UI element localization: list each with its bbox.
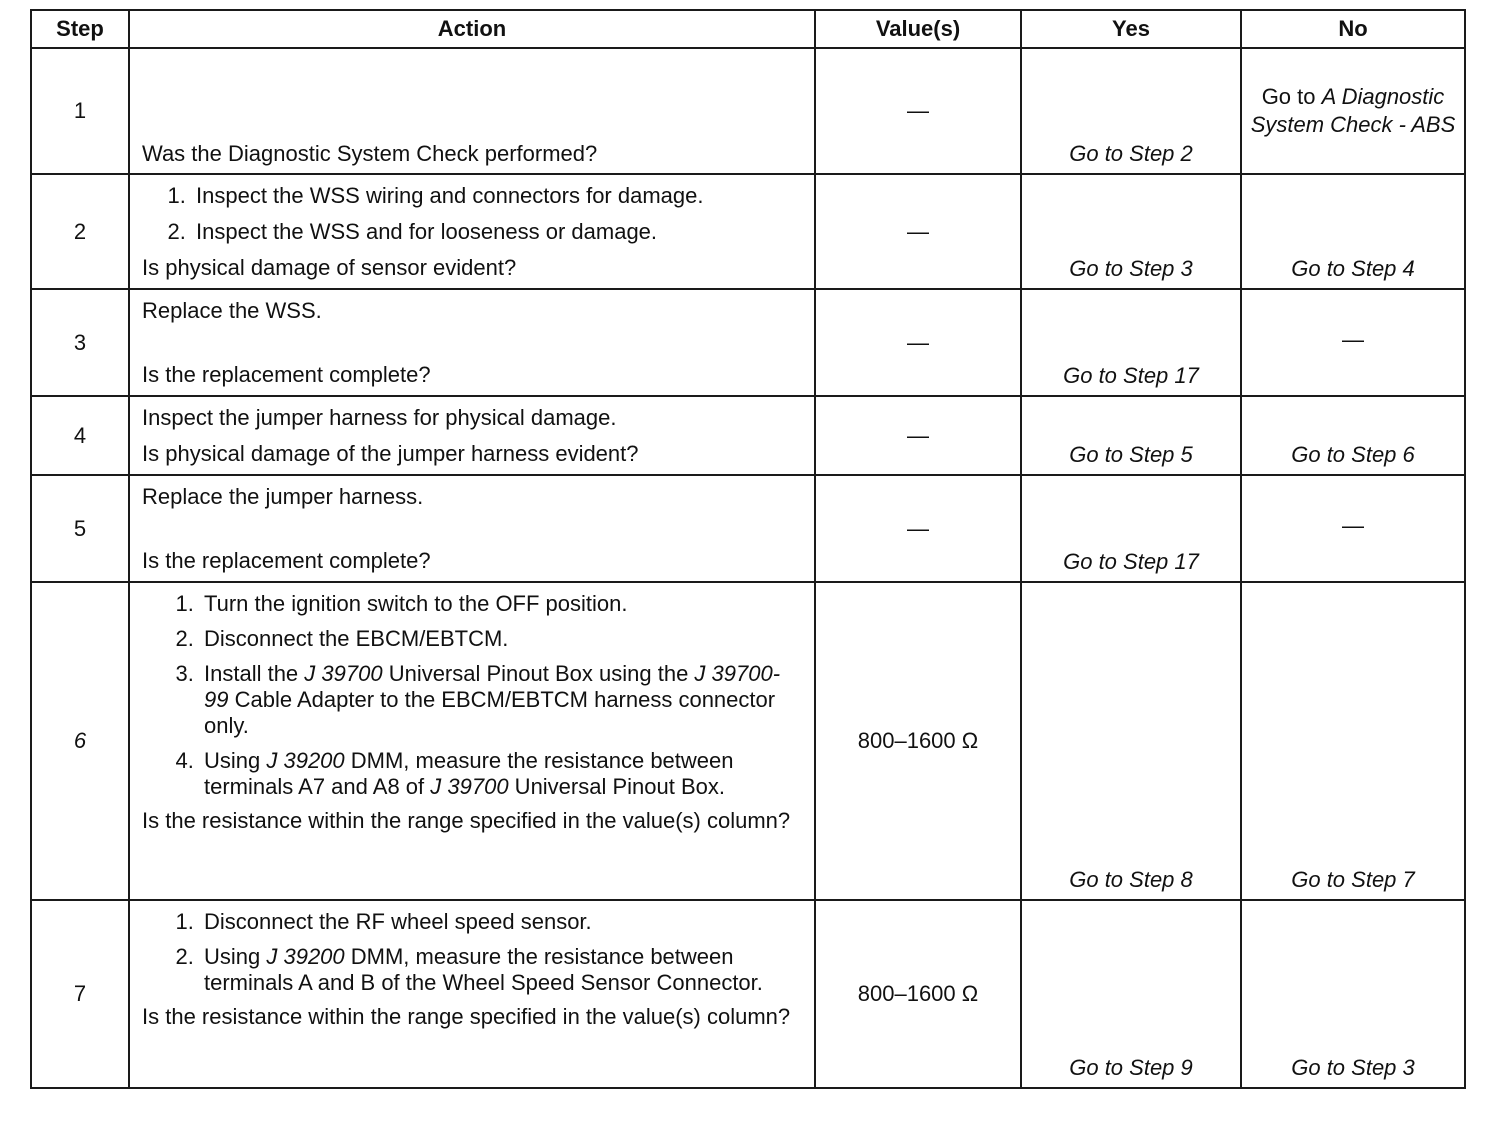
header-action: Action <box>129 10 815 48</box>
yes-cell: Go to Step 5 <box>1021 396 1241 475</box>
yes-cell: Go to Step 8 <box>1021 582 1241 900</box>
question-text: Is physical damage of sensor evident? <box>142 255 517 280</box>
step-number: 2 <box>31 174 129 289</box>
tool-reference: J 39700 <box>430 774 509 799</box>
step-number: 3 <box>31 289 129 396</box>
value-cell: 800–1600 Ω <box>815 582 1021 900</box>
action-item <box>200 661 804 739</box>
value-cell: 800–1600 Ω <box>815 900 1021 1088</box>
action-cell <box>129 289 815 396</box>
question-text: Is physical damage of the jumper harness evident? <box>142 441 639 466</box>
action-text: Using <box>204 748 267 773</box>
no-cell: Go to Step 3 <box>1241 900 1465 1088</box>
action-list <box>142 591 804 800</box>
header-no: No <box>1241 10 1465 48</box>
tool-reference: J 39200 <box>266 748 345 773</box>
action-item <box>200 944 804 996</box>
no-cell: — <box>1241 289 1465 396</box>
value-cell: — <box>815 289 1021 396</box>
table-row <box>31 396 1465 475</box>
action-list <box>142 183 804 245</box>
tool-reference: J 39700-99 <box>204 661 781 712</box>
table-row <box>31 48 1465 174</box>
value-cell: — <box>815 174 1021 289</box>
action-text: Disconnect the RF wheel speed sensor. <box>204 909 592 934</box>
action-item <box>200 909 804 935</box>
question-text: Is the replacement complete? <box>142 362 431 387</box>
question-text: Is the resistance within the range specified in the value(s) column? <box>142 808 791 833</box>
no-cell: — <box>1241 475 1465 582</box>
yes-cell: Go to Step 9 <box>1021 900 1241 1088</box>
no-cell: Go to Step 6 <box>1241 396 1465 475</box>
action-cell <box>129 48 815 174</box>
value-cell: — <box>815 396 1021 475</box>
yes-cell: Go to Step 17 <box>1021 475 1241 582</box>
action-text: Cable Adapter to the EBCM/EBTCM harness connector only. <box>204 687 776 738</box>
action-lead: Inspect the jumper harness for physical damage. <box>142 405 617 430</box>
no-prefix: Go to <box>1261 84 1322 109</box>
action-cell <box>129 174 815 289</box>
header-step: Step <box>31 10 129 48</box>
question-text: Is the replacement complete? <box>142 548 431 573</box>
step-number: 7 <box>31 900 129 1088</box>
step-number: 1 <box>31 48 129 174</box>
no-cell: Go to Step 7 <box>1241 582 1465 900</box>
action-lead: Replace the jumper harness. <box>142 484 424 509</box>
table-row <box>31 900 1465 1088</box>
action-list <box>142 909 804 996</box>
action-item <box>200 626 804 652</box>
yes-cell: Go to Step 2 <box>1021 48 1241 174</box>
no-cell <box>1241 48 1465 174</box>
action-item <box>200 748 804 800</box>
header-row <box>31 10 1465 48</box>
action-text: Universal Pinout Box using the <box>382 661 695 686</box>
table-row <box>31 475 1465 582</box>
header-yes: Yes <box>1021 10 1241 48</box>
action-text: Install the <box>204 661 305 686</box>
diagnostic-table <box>30 9 1466 1089</box>
value-cell: — <box>815 48 1021 174</box>
header-value: Value(s) <box>815 10 1021 48</box>
tool-reference: J 39200 <box>266 944 345 969</box>
action-lead: Replace the WSS. <box>142 298 322 323</box>
action-text: Turn the ignition switch to the OFF position. <box>204 591 628 616</box>
step-number: 6 <box>31 582 129 900</box>
action-text: Disconnect the EBCM/EBTCM. <box>204 626 509 651</box>
tool-reference: J 39700 <box>304 661 383 686</box>
table-row <box>31 174 1465 289</box>
table-row <box>31 289 1465 396</box>
action-text: DMM, measure the resistance between terminals A and B of the Wheel Speed Sensor Connector. <box>204 944 763 995</box>
yes-cell: Go to Step 17 <box>1021 289 1241 396</box>
table-row <box>31 582 1465 900</box>
no-link-text: A Diagnostic System Check - ABS <box>1250 84 1456 137</box>
action-cell <box>129 900 815 1088</box>
action-text: DMM, measure the resistance between terminals A7 and A8 of <box>204 748 734 799</box>
step-number: 4 <box>31 396 129 475</box>
no-cell: Go to Step 4 <box>1241 174 1465 289</box>
action-cell <box>129 475 815 582</box>
action-cell <box>129 582 815 900</box>
question-text: Is the resistance within the range specified in the value(s) column? <box>142 1004 791 1029</box>
action-item <box>200 591 804 617</box>
value-cell: — <box>815 475 1021 582</box>
step-number: 5 <box>31 475 129 582</box>
action-item: 2. Inspect the WSS and for looseness or damage. <box>192 219 804 245</box>
action-text: Universal Pinout Box. <box>508 774 725 799</box>
question-text: Was the Diagnostic System Check performed? <box>142 141 598 166</box>
action-text: Using <box>204 944 267 969</box>
action-cell <box>129 396 815 475</box>
action-item: 1. Inspect the WSS wiring and connectors for damage. <box>192 183 804 209</box>
yes-cell: Go to Step 3 <box>1021 174 1241 289</box>
